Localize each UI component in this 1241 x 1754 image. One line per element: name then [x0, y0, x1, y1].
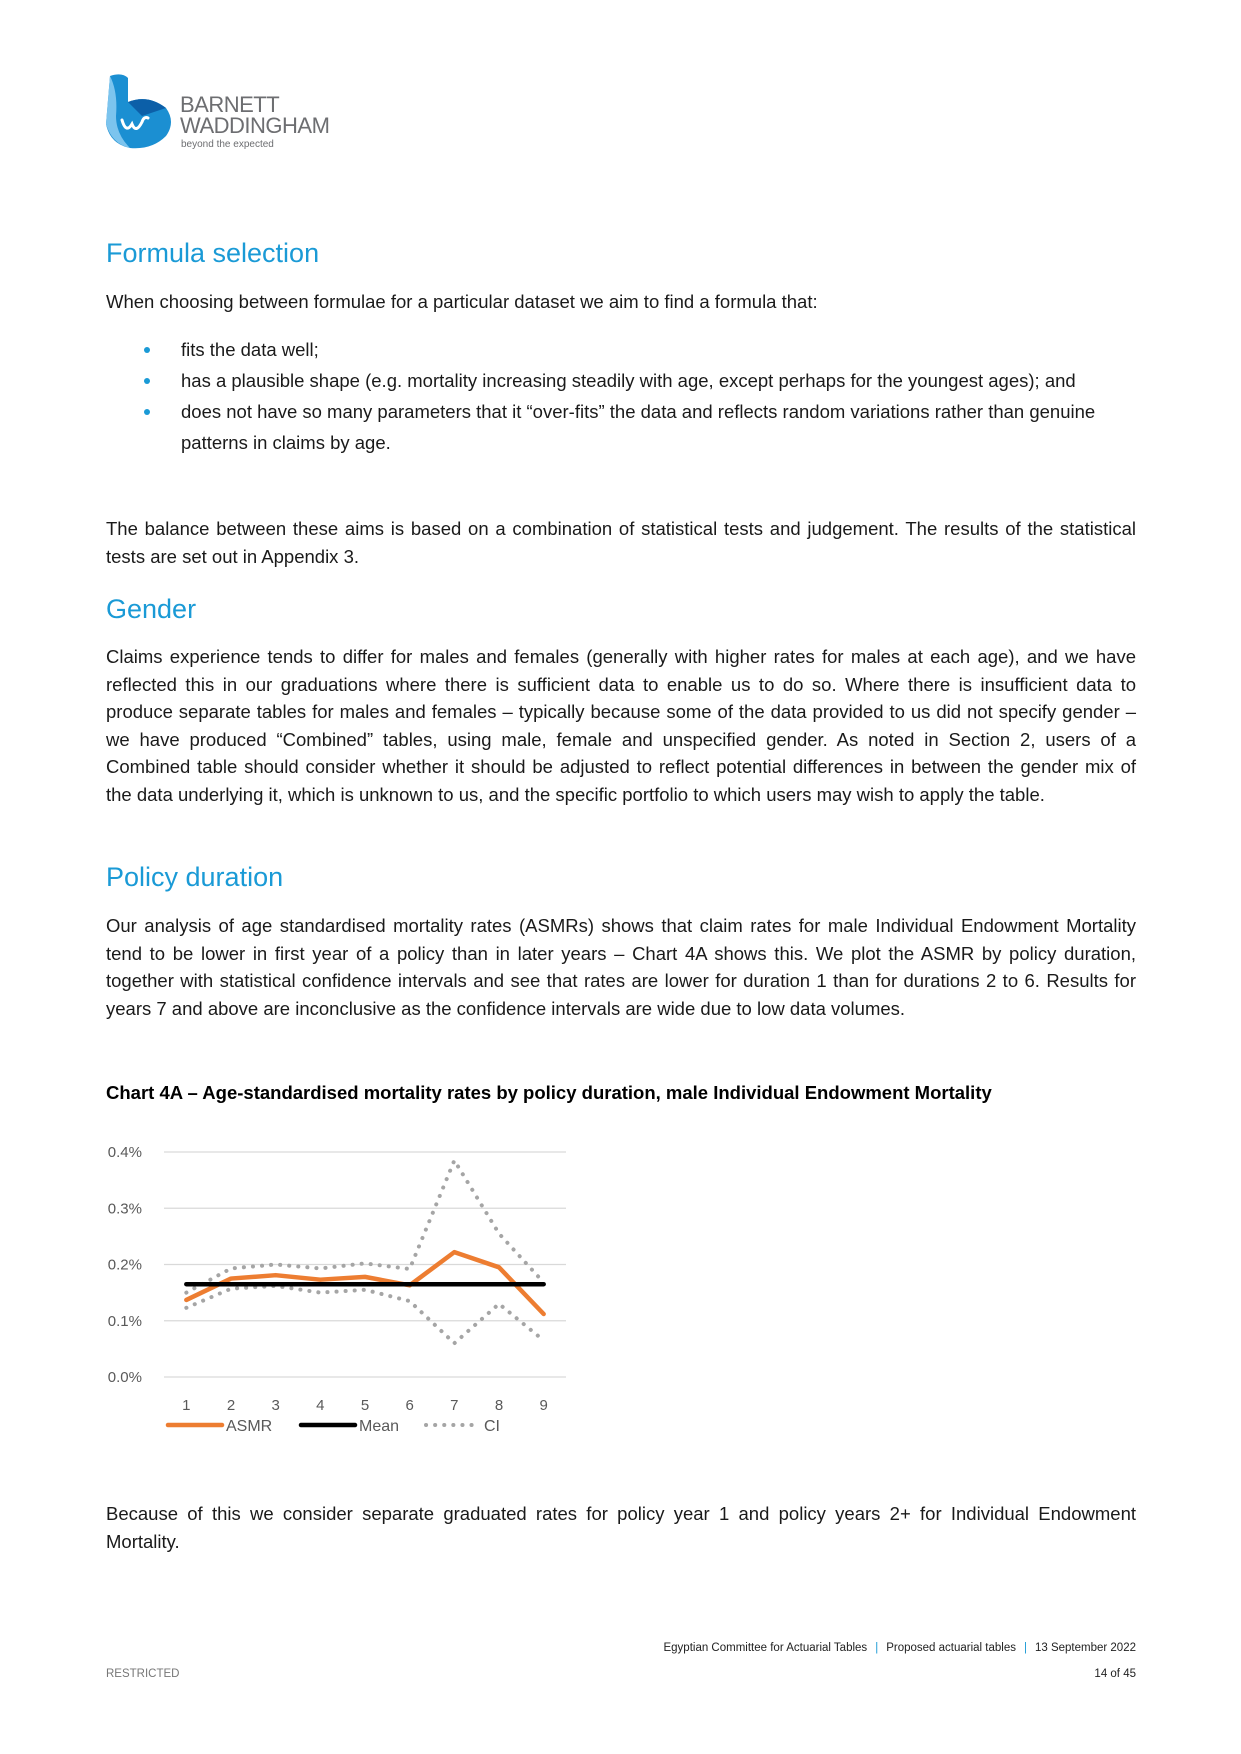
- company-logo: [104, 72, 364, 162]
- heading-formula-selection: Formula selection: [106, 238, 320, 268]
- legend-label: CI: [484, 1418, 500, 1435]
- formula-intro: When choosing between formulae for a particular dataset we aim to find a formula that:: [106, 291, 818, 312]
- policy-duration-conclusion: Because of this we consider separate graduated rates for policy year 1 and policy years 2+ for Individual Endowment Mortality.: [106, 1503, 1136, 1552]
- x-tick-label: 6: [405, 1397, 414, 1414]
- bullet-icon: [144, 347, 150, 353]
- x-tick-label: 4: [316, 1397, 325, 1414]
- footer-separator: |: [875, 1642, 879, 1654]
- x-tick-label: 2: [226, 1397, 236, 1414]
- chart-caption: Chart 4A – Age-standardised mortality rates by policy duration, male Individual Endowment Mortality: [106, 1082, 992, 1103]
- chart-canvas: [106, 1130, 586, 1470]
- x-tick-label: 8: [494, 1397, 504, 1414]
- heading-policy-duration: Policy duration: [106, 862, 284, 892]
- policy-duration-body: Our analysis of age standardised mortality rates (ASMRs) shows that claim rates for male Individual Endowment Mortality tend to be lower in first year of a policy than in later years – Chart 4A shows this. We plot the ASMR by policy duration, together with statistical confidence intervals and see that rates are lower for duration 1 than for durations 2 to 6. Results for years 7 and above are inconclusive as the confidence intervals are wide due to low data volumes.: [106, 915, 1136, 1019]
- x-tick-label: 1: [182, 1397, 191, 1414]
- y-tick-label: 0.0%: [107, 1369, 142, 1386]
- footer-document: Proposed actuarial tables: [886, 1642, 1016, 1654]
- line-chart: [106, 1130, 586, 1470]
- x-tick-label: 9: [539, 1397, 548, 1414]
- y-tick-label: 0.2%: [107, 1256, 142, 1274]
- page-number: 14 of 45: [1094, 1668, 1136, 1680]
- list-item: fits the data well;: [106, 334, 1136, 365]
- legend-label: Mean: [359, 1418, 400, 1435]
- formula-closing: The balance between these aims is based on a combination of statistical tests and judgement. The results of the statistical tests are set out in Appendix 3.: [106, 518, 1136, 567]
- x-tick-label: 7: [450, 1397, 459, 1414]
- formula-criteria-list: [106, 334, 1136, 458]
- legend-label: ASMR: [226, 1418, 273, 1435]
- classification-label: RESTRICTED: [106, 1668, 180, 1680]
- bullet-icon: [144, 378, 150, 384]
- series-ci: [186, 1160, 543, 1292]
- footer-info: [663, 1642, 1136, 1654]
- logo-tagline: beyond the expected: [181, 139, 274, 150]
- logo-wordmark: [180, 94, 329, 136]
- footer-separator: |: [1023, 1642, 1027, 1654]
- heading-gender: Gender: [106, 594, 197, 624]
- x-tick-label: 3: [271, 1397, 280, 1414]
- bullet-icon: [144, 409, 150, 415]
- footer-date: 13 September 2022: [1034, 1642, 1136, 1654]
- logo-line-1: BARNETT: [180, 92, 280, 117]
- list-item: has a plausible shape (e.g. mortality increasing steadily with age, except perhaps for the youngest ages); and: [106, 365, 1136, 396]
- y-tick-label: 0.1%: [107, 1312, 142, 1330]
- y-tick-label: 0.4%: [107, 1144, 142, 1161]
- x-tick-label: 5: [360, 1397, 370, 1414]
- footer-organisation: Egyptian Committee for Actuarial Tables: [663, 1642, 868, 1654]
- gender-body: Claims experience tends to differ for males and females (generally with higher rates for males at each age), and we have reflected this in our graduations where there is sufficient data to enable us to do so. Where there is insufficient data to produce separate tables for males and females – typically because some of the data provided to us did not specify gender – we have produced “Combined” tables, using male, female and unspecified gender. As noted in Section 2, users of a Combined table should consider whether it should be adjusted to reflect potential differences in between the gender mix of the data underlying it, which is unknown to us, and the specific portfolio to which users may wish to apply the table.: [106, 646, 1136, 805]
- list-item: does not have so many parameters that it “over-fits” the data and reflects random variations rather than genuine patterns in claims by age.: [106, 396, 1136, 458]
- logo-mark-icon: [104, 72, 176, 150]
- logo-line-2: WADDINGHAM: [180, 113, 330, 138]
- series-ci-lower: [186, 1286, 543, 1343]
- y-tick-label: 0.3%: [107, 1200, 142, 1218]
